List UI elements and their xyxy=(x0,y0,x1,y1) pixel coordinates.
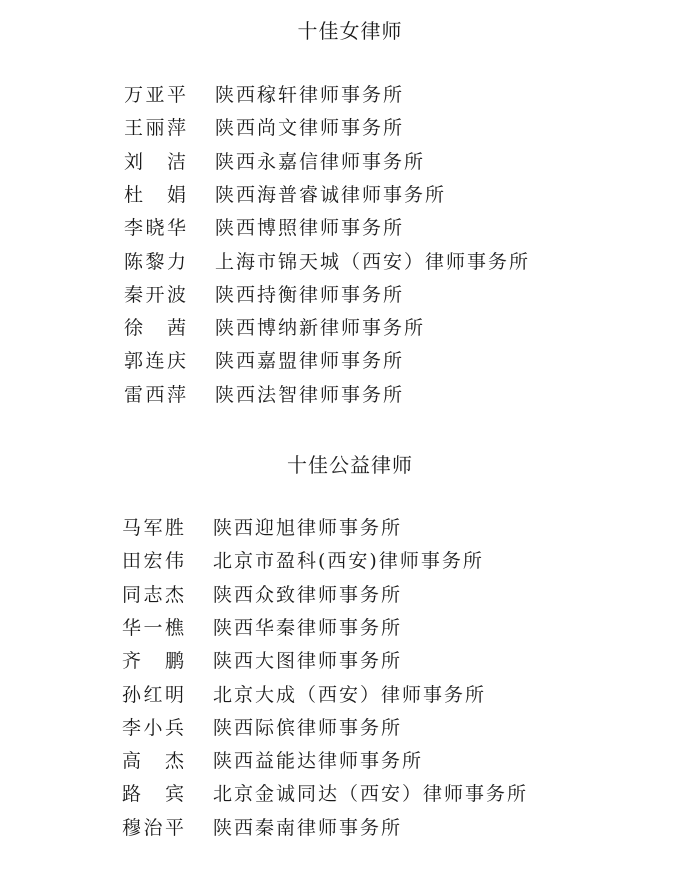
list-item xyxy=(0,280,700,313)
law-firm-name: 陕西际傧律师事务所 xyxy=(213,716,403,739)
law-firm-name: 北京市盈科(西安)律师事务所 xyxy=(213,550,484,573)
lawyer-name: 刘 洁 xyxy=(124,150,186,173)
law-firm-name: 陕西法智律师事务所 xyxy=(215,383,405,406)
lawyer-name: 王 丽 萍 xyxy=(124,117,186,140)
list-item xyxy=(0,513,700,546)
list-item xyxy=(0,746,700,779)
list-item xyxy=(0,813,700,846)
lawyer-name: 李 小 兵 xyxy=(122,716,184,739)
law-firm-name: 陕西迎旭律师事务所 xyxy=(213,517,403,539)
list-item xyxy=(0,680,700,713)
lawyer-name: 郭 连 庆 xyxy=(124,350,186,373)
list-item xyxy=(0,113,700,146)
lawyer-name: 李 晓 华 xyxy=(124,217,186,240)
list-item xyxy=(0,313,700,346)
list-item xyxy=(0,80,700,113)
list-item xyxy=(0,247,700,280)
list-item xyxy=(0,646,700,679)
section-title-women-lawyers: 十佳女律师 xyxy=(297,19,403,43)
law-firm-name: 陕西秦南律师事务所 xyxy=(213,816,403,839)
lawyer-name: 雷 西 萍 xyxy=(124,383,186,406)
lawyer-name: 徐 茜 xyxy=(124,317,186,340)
lawyer-name: 秦 开 波 xyxy=(124,283,186,306)
law-firm-name: 陕西永嘉信律师事务所 xyxy=(215,150,426,173)
law-firm-name: 陕西博纳新律师事务所 xyxy=(215,317,426,340)
law-firm-name: 北京金诚同达（西安）律师事务所 xyxy=(213,783,529,806)
lawyer-name: 陈 黎 力 xyxy=(124,250,186,273)
law-firm-name: 陕西持衡律师事务所 xyxy=(215,283,405,306)
list-item xyxy=(0,380,700,413)
law-firm-name: 陕西尚文律师事务所 xyxy=(215,117,405,140)
lawyer-name: 杜 娟 xyxy=(124,183,186,206)
lawyer-name: 孙 红 明 xyxy=(122,683,184,706)
law-firm-name: 陕西稼轩律师事务所 xyxy=(215,84,405,106)
law-firm-name: 陕西大图律师事务所 xyxy=(213,650,403,673)
law-firm-name: 陕西众致律师事务所 xyxy=(213,583,403,606)
law-firm-name: 陕西博照律师事务所 xyxy=(215,217,405,240)
lawyer-name: 万 亚 平 xyxy=(124,84,186,106)
list-item xyxy=(0,580,700,613)
list-item xyxy=(0,779,700,812)
list-item xyxy=(0,180,700,213)
list-item xyxy=(0,147,700,180)
lawyer-name: 同 志 杰 xyxy=(122,583,184,606)
lawyer-name: 马 军 胜 xyxy=(122,517,184,539)
lawyer-name: 路 宾 xyxy=(122,783,184,806)
lawyer-name: 齐 鹏 xyxy=(122,650,184,673)
lawyer-name: 华 一 樵 xyxy=(122,616,184,639)
lawyer-name: 穆 治 平 xyxy=(122,816,184,839)
law-firm-name: 上海市锦天城（西安）律师事务所 xyxy=(215,250,531,273)
section-title-public-interest-lawyers: 十佳公益律师 xyxy=(287,453,413,477)
lawyer-name: 田 宏 伟 xyxy=(122,550,184,573)
law-firm-name: 陕西海普睿诚律师事务所 xyxy=(215,183,447,206)
list-item xyxy=(0,546,700,579)
list-item xyxy=(0,613,700,646)
list-item xyxy=(0,213,700,246)
list-item xyxy=(0,346,700,379)
lawyer-name: 高 杰 xyxy=(122,750,184,773)
law-firm-name: 陕西嘉盟律师事务所 xyxy=(215,350,405,373)
law-firm-name: 陕西益能达律师事务所 xyxy=(213,750,424,773)
law-firm-name: 北京大成（西安）律师事务所 xyxy=(213,683,487,706)
list-item xyxy=(0,713,700,746)
law-firm-name: 陕西华秦律师事务所 xyxy=(213,616,403,639)
